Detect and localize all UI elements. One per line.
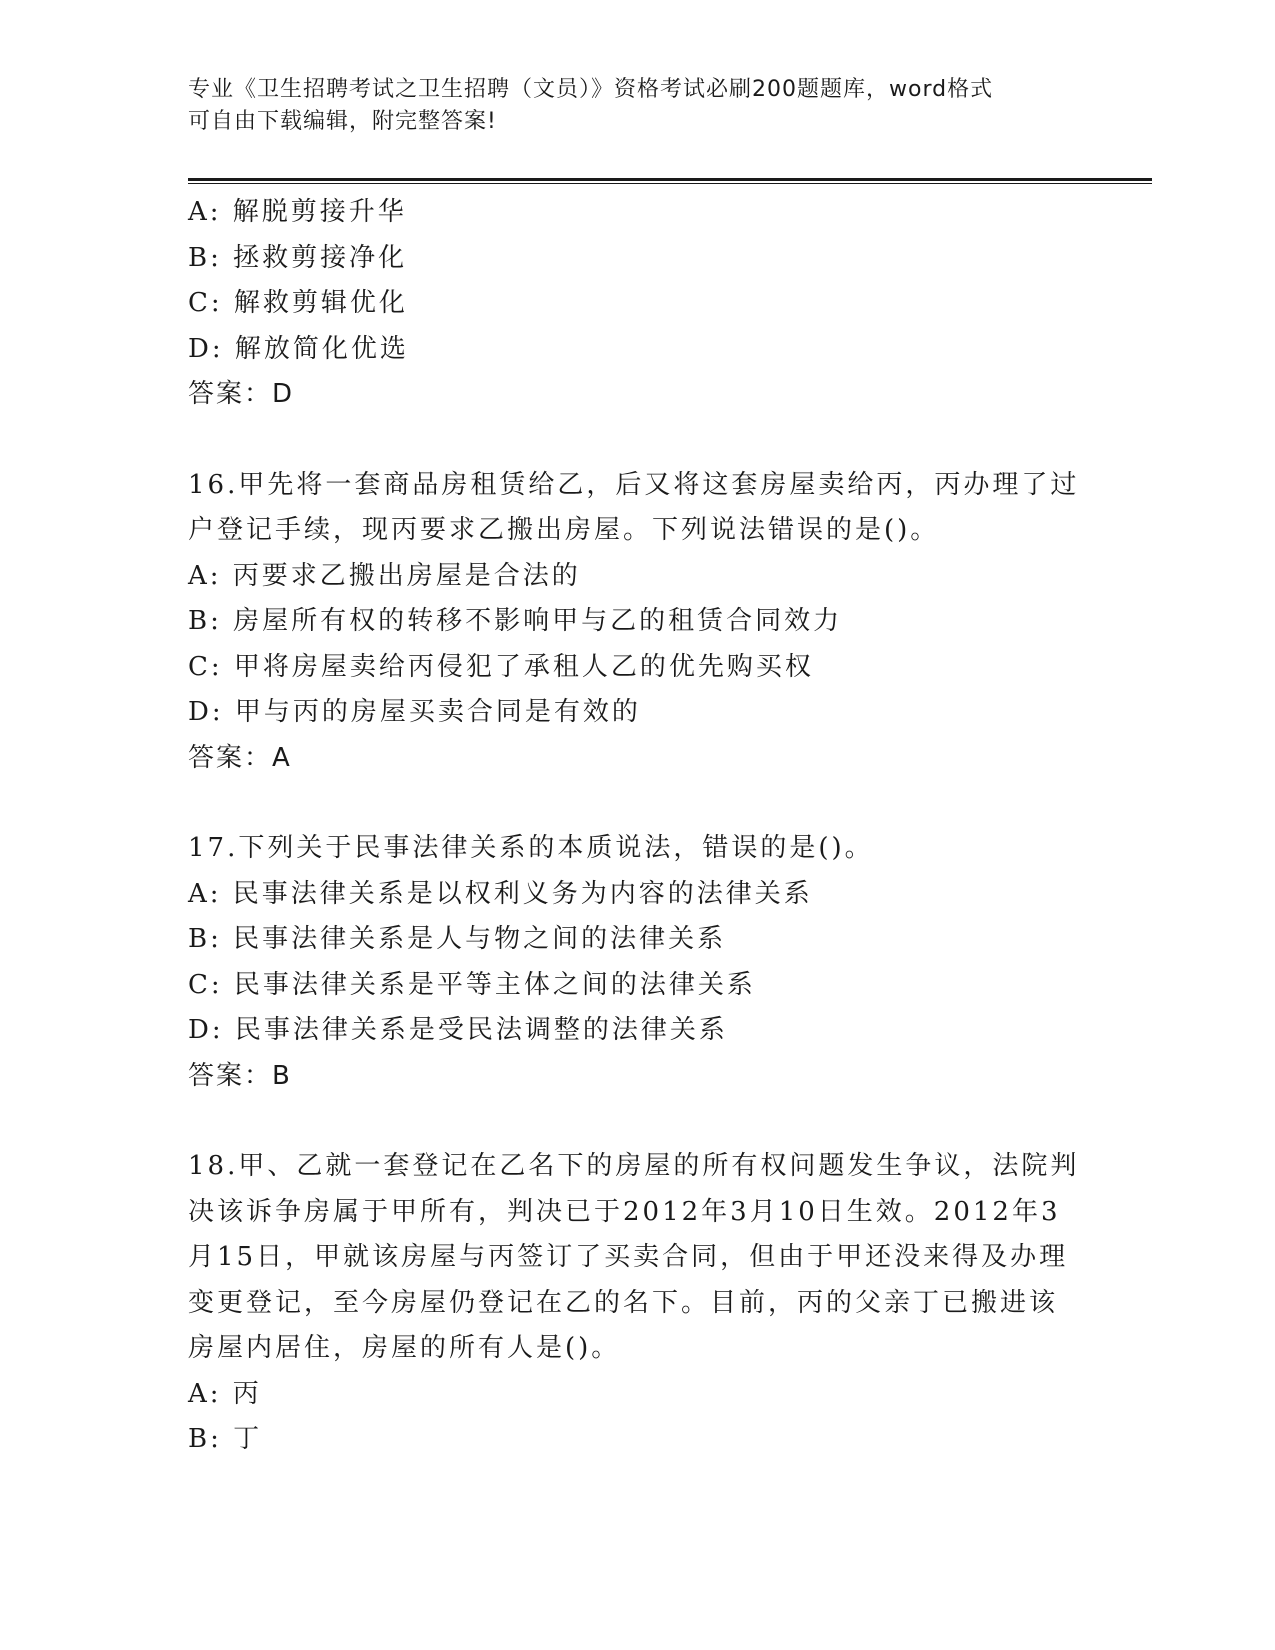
header-line-2: 可自由下载编辑，附完整答案! — [188, 109, 497, 134]
answer-line: 答案：B — [188, 1060, 292, 1091]
question-stem-line: 18.甲、乙就一套登记在乙名下的房屋的所有权问题发生争议，法院判 — [188, 1151, 1080, 1181]
option-b: B: 丁 — [188, 1424, 263, 1454]
header-line-1: 专业《卫生招聘考试之卫生招聘（文员）》资格考试必刷200题题库，word格式 — [188, 77, 994, 102]
option-b: B: 民事法律关系是人与物之间的法律关系 — [188, 924, 727, 954]
option-d: D: 解放简化优选 — [188, 333, 409, 364]
question-16 — [188, 463, 1080, 782]
option-a: A: 丙要求乙搬出房屋是合法的 — [188, 560, 581, 591]
option-d: D: 民事法律关系是受民法调整的法律关系 — [188, 1015, 728, 1045]
option-a: A: 丙 — [188, 1378, 262, 1409]
question-stem-line: 房屋内居住，房屋的所有人是()。 — [188, 1333, 621, 1363]
option-a: A: 民事法律关系是以权利义务为内容的法律关系 — [188, 878, 813, 909]
question-18 — [188, 1144, 1080, 1463]
question-stem-line: 17.下列关于民事法律关系的本质说法，错误的是()。 — [188, 833, 874, 863]
question-stem-line: 变更登记，至今房屋仍登记在乙的名下。目前，丙的父亲丁已搬进该 — [188, 1287, 1059, 1318]
header-divider — [188, 178, 1152, 184]
answer-line: 答案：D — [188, 379, 295, 409]
document-body — [188, 190, 1080, 1463]
option-d: D: 甲与丙的房屋买卖合同是有效的 — [188, 697, 641, 727]
question-stem-line: 16.甲先将一套商品房租赁给乙，后又将这套房屋卖给丙，丙办理了过 — [188, 469, 1080, 500]
option-c: C: 甲将房屋卖给丙侵犯了承租人乙的优先购买权 — [188, 651, 814, 682]
question-stem-line: 户登记手续，现丙要求乙搬出房屋。下列说法错误的是()。 — [188, 515, 940, 545]
option-c: C: 解救剪辑优化 — [188, 288, 408, 318]
option-a: A: 解脱剪接升华 — [188, 197, 407, 227]
question-17 — [188, 826, 1068, 1099]
question-stem-line: 决该诉争房属于甲所有，判决已于2012年3月10日生效。2012年3 — [188, 1196, 1061, 1227]
answer-line: 答案：A — [188, 742, 292, 773]
document-header — [188, 74, 1068, 138]
option-b: B: 房屋所有权的转移不影响甲与乙的租赁合同效力 — [188, 606, 843, 636]
question-15 — [188, 190, 1068, 418]
option-c: C: 民事法律关系是平等主体之间的法律关系 — [188, 969, 756, 1000]
question-stem-line: 月15日，甲就该房屋与丙签订了买卖合同，但由于甲还没来得及办理 — [188, 1242, 1069, 1272]
option-b: B: 拯救剪接净化 — [188, 242, 408, 273]
